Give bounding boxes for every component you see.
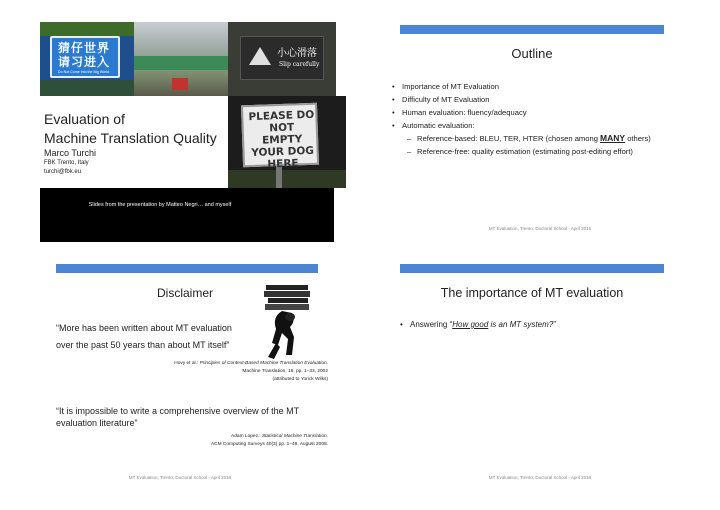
credits-box: [40, 188, 334, 242]
bullet-icon: •: [392, 95, 395, 104]
sub-item-post: others): [625, 134, 651, 143]
list-item: [392, 93, 651, 106]
list-item: [392, 106, 651, 119]
cite-1-venue: Machine Translation, 16, pp. 1–33, 2002: [242, 369, 328, 374]
sign2-en-text: Slip carefully: [279, 61, 320, 68]
list-item: [392, 119, 651, 132]
quote-1-line2: over the past 50 years than about MT itself”: [56, 340, 230, 350]
sign3-line3: YOUR DOG: [251, 144, 315, 160]
slide-title-importance: The importance of MT evaluation: [440, 286, 624, 300]
slide-disclaimer[interactable]: [0, 255, 360, 510]
sub-item-pre: Reference-based: BLEU, TER, HTER (chosen among: [417, 134, 601, 143]
slide-title-disclaimer: Disclaimer: [156, 286, 213, 300]
accent-bar: [400, 25, 664, 34]
list-item-text: Importance of MT Evaluation: [402, 82, 499, 91]
sub-list-item: [392, 145, 651, 158]
credits-text: Slides from the presentation by Matteo Negri… and myself: [88, 202, 232, 208]
dash-icon: –: [407, 147, 412, 156]
bullet-icon: •: [392, 121, 395, 130]
list-item-text: Difficulty of MT Evaluation: [402, 95, 490, 104]
slide-title[interactable]: [0, 0, 360, 255]
accent-bar: [400, 264, 664, 273]
photo-dog-sign: [228, 96, 346, 188]
bullet-post: is an MT system?: [488, 320, 554, 329]
sign3-line2: NOT EMPTY: [261, 121, 303, 147]
sign3-line4: HERE: [267, 157, 299, 171]
sub-item-text: Reference-free: quality estimation (estimating post-editing effort): [417, 147, 633, 156]
cite-2-author: Adam Lopez.:: [231, 434, 262, 439]
list-item: [392, 80, 651, 93]
citation-1: [174, 360, 328, 384]
slide-title-outline: Outline: [511, 46, 553, 61]
bullet-icon: •: [400, 320, 403, 329]
sign2-cn-text: 小心滑落: [277, 48, 317, 59]
photo-slip-sign: [228, 22, 336, 96]
quote-1: [56, 320, 232, 354]
cite-2-title: Statistical Machine Translation.: [261, 434, 328, 439]
affiliation-text: FBK Trento, Italy: [44, 160, 89, 166]
title-line2: Machine Translation Quality: [44, 130, 217, 146]
warning-triangle-icon: [249, 47, 271, 65]
sign1-cn-line1: 猜仔世界: [58, 41, 111, 55]
author-affiliation: [44, 159, 89, 177]
photo-chinese-sign: [40, 22, 134, 96]
cite-2-venue: ACM Computing Surveys 40(3) pp. 1–49, August 2008.: [210, 442, 328, 447]
slide-outline[interactable]: [360, 0, 720, 255]
bullet-close: ”: [553, 320, 556, 329]
dash-icon: –: [407, 134, 412, 143]
sign1-en-text: Do Not Come into the Big World: [58, 70, 110, 74]
quote-2: “It is impossible to write a comprehensive overview of the MT evaluation literature”: [56, 406, 299, 428]
cite-1-title: Principles of Context-Based Machine Translation Evaluation.: [199, 361, 328, 366]
title-line1: Evaluation of: [44, 111, 125, 127]
photo-street: [134, 22, 228, 96]
presentation-title: [44, 110, 217, 148]
many-emphasis: MANY: [600, 133, 626, 143]
slide-footer: MT Evaluation, Trento, Doctoral School - April 2016: [128, 475, 232, 480]
bullet-icon: •: [392, 82, 395, 91]
email-text: turchi@fbk.eu: [44, 169, 82, 175]
sub-list-item: [392, 132, 651, 145]
slide-footer: MT Evaluation, Trento, Doctoral School - April 2016: [488, 475, 592, 480]
cite-1-note: (attributed to Yorick Wilks): [272, 377, 328, 382]
sign1-cn-line2: 请习进入: [58, 55, 111, 69]
slide-footer: MT Evaluation, Trento, Doctoral School - April 2016: [488, 226, 592, 231]
bullet-pre: Answering “: [410, 320, 453, 329]
slide-importance[interactable]: [360, 255, 720, 510]
bullet-underlined: How good: [452, 320, 489, 329]
author-name: Marco Turchi: [44, 148, 97, 158]
bullet-icon: •: [392, 108, 395, 117]
list-item: [400, 320, 556, 329]
man-carrying-books-icon: [262, 283, 314, 361]
quote-1-line1: “More has been written about MT evaluation: [56, 323, 232, 333]
cite-1-author: Hovy et al.:: [174, 361, 200, 366]
outline-list: [392, 80, 651, 158]
sign3-line1: PLEASE DO: [248, 108, 315, 124]
accent-bar: [56, 264, 318, 273]
list-item-text: Human evaluation: fluency/adequacy: [402, 108, 527, 117]
list-item-text: Automatic evaluation:: [402, 121, 475, 130]
citation-2: [211, 433, 328, 449]
